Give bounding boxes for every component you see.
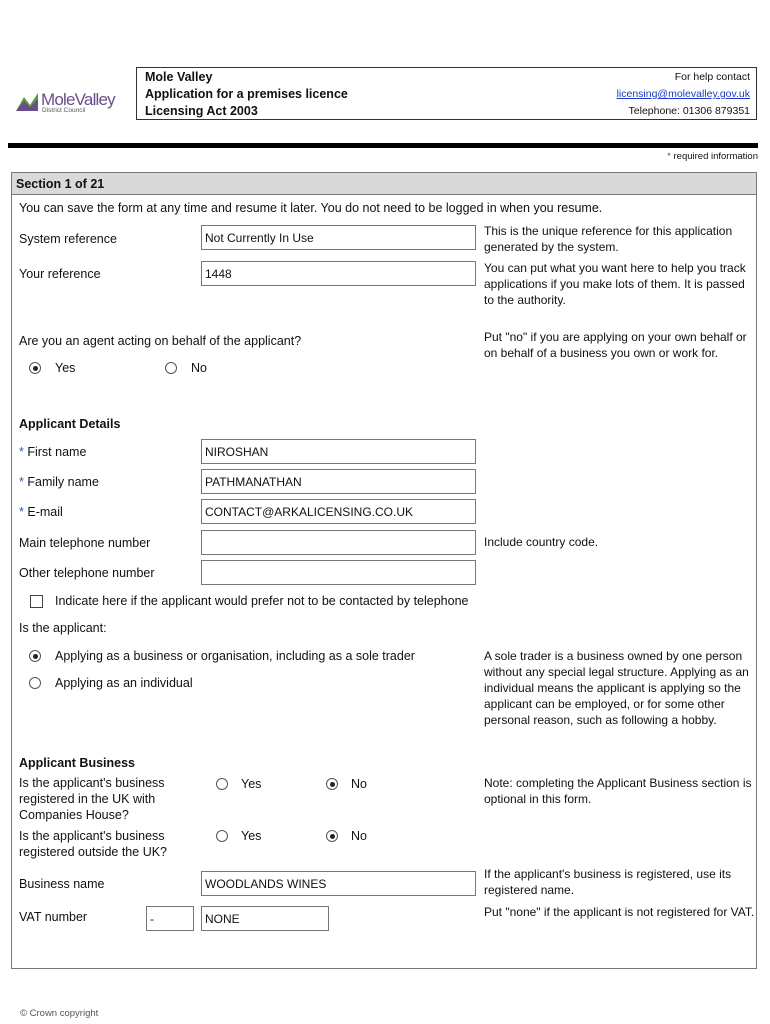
form-header [136, 67, 757, 120]
outside-uk-yes-radio[interactable] [216, 830, 228, 842]
email-field[interactable]: CONTACT@ARKALICENSING.CO.UK [201, 499, 476, 524]
business-name-label: Business name [19, 877, 105, 891]
outside-uk-question: Is the applicant's business registered outside the UK? [19, 829, 168, 859]
help-label: For help contact [674, 71, 750, 83]
business-name-hint: If the applicant's business is registered, use its registered name. [484, 867, 732, 897]
logo-mark-icon [16, 93, 38, 111]
required-information-note [667, 151, 758, 162]
applicant-individual-label[interactable]: Applying as an individual [55, 676, 193, 690]
copyright-notice: © Crown copyright [20, 1008, 99, 1019]
email-label [19, 504, 63, 520]
applicant-details-heading: Applicant Details [19, 417, 121, 431]
applicant-individual-radio[interactable] [29, 677, 41, 689]
required-star: * [19, 445, 24, 459]
applicant-business-label[interactable]: Applying as a business or organisation, including as a sole trader [55, 649, 415, 663]
logo-name: MoleValley [41, 90, 115, 109]
form-title: Application for a premises licence [145, 87, 348, 101]
outside-uk-no-label[interactable]: No [351, 829, 367, 843]
section-title: Section 1 of 21 [16, 177, 105, 191]
outside-uk-yes-label[interactable]: Yes [241, 829, 262, 843]
header-divider [8, 143, 758, 148]
agent-yes-radio[interactable] [29, 362, 41, 374]
uk-registered-yes-label[interactable]: Yes [241, 777, 262, 791]
applicant-type-question: Is the applicant: [19, 621, 107, 635]
family-name-field[interactable]: PATHMANATHAN [201, 469, 476, 494]
system-reference-hint: This is the unique reference for this application generated by the system. [484, 224, 733, 254]
section-intro: You can save the form at any time and resume it later. You do not need to be logged in when you resume. [19, 201, 603, 215]
family-name-label-text: Family name [27, 475, 99, 489]
agent-yes-label[interactable]: Yes [55, 361, 76, 375]
act-title: Licensing Act 2003 [145, 104, 258, 118]
family-name-label [19, 474, 99, 490]
uk-registered-no-radio[interactable] [326, 778, 338, 790]
no-phone-contact-label[interactable]: Indicate here if the applicant would prefer not to be contacted by telephone [55, 594, 469, 608]
outside-uk-no-radio[interactable] [326, 830, 338, 842]
section-title-bar [11, 172, 757, 195]
required-star: * [19, 505, 24, 519]
first-name-label [19, 444, 86, 460]
council-title: Mole Valley [145, 70, 213, 84]
other-phone-label: Other telephone number [19, 566, 155, 580]
email-label-text: E-mail [27, 505, 63, 519]
main-phone-hint: Include country code. [484, 535, 599, 549]
system-reference-field[interactable]: Not Currently In Use [201, 225, 476, 250]
main-phone-label: Main telephone number [19, 536, 151, 550]
applicant-business-note: Note: completing the Applicant Business section is optional in this form. [484, 776, 752, 806]
vat-country-prefix-field[interactable]: - [146, 906, 194, 931]
required-star: * [19, 475, 24, 489]
your-reference-label: Your reference [19, 267, 101, 281]
applicant-business-radio[interactable] [29, 650, 41, 662]
other-phone-field[interactable] [201, 560, 476, 585]
main-phone-field[interactable] [201, 530, 476, 555]
uk-registered-yes-radio[interactable] [216, 778, 228, 790]
required-star: * [667, 151, 671, 162]
system-reference-label: System reference [19, 232, 117, 246]
no-phone-contact-checkbox[interactable] [30, 595, 43, 608]
agent-no-radio[interactable] [165, 362, 177, 374]
uk-registered-question: Is the applicant's business registered in the UK with Companies House? [19, 776, 165, 822]
uk-registered-no-label[interactable]: No [351, 777, 367, 791]
vat-number-hint: Put "none" if the applicant is not registered for VAT. [484, 905, 755, 919]
your-reference-field[interactable]: 1448 [201, 261, 476, 286]
applicant-type-hint: A sole trader is a business owned by one person without any special legal structure. Applying as an individual means the applicant is applying so the applicant can be employed, or for some other personal reason, such as following a hobby. [484, 649, 749, 727]
first-name-label-text: First name [27, 445, 87, 459]
agent-no-label[interactable]: No [191, 361, 207, 375]
agent-question: Are you an agent acting on behalf of the applicant? [19, 334, 302, 348]
logo-subtitle: District Council [42, 107, 86, 114]
vat-number-field[interactable]: NONE [201, 906, 329, 931]
your-reference-hint: You can put what you want here to help you track applications if you make lots of them. It is passed to the authority. [484, 261, 746, 307]
vat-number-label: VAT number [19, 910, 88, 924]
applicant-business-heading: Applicant Business [19, 756, 135, 770]
help-email-link[interactable]: licensing@molevalley.gov.uk [616, 88, 750, 100]
required-note-text: required information [673, 151, 758, 162]
business-name-field[interactable]: WOODLANDS WINES [201, 871, 476, 896]
agent-hint: Put "no" if you are applying on your own behalf or on behalf of a business you own or work for. [484, 330, 747, 360]
first-name-field[interactable]: NIROSHAN [201, 439, 476, 464]
council-logo [16, 90, 124, 114]
help-phone: Telephone: 01306 879351 [628, 105, 750, 117]
